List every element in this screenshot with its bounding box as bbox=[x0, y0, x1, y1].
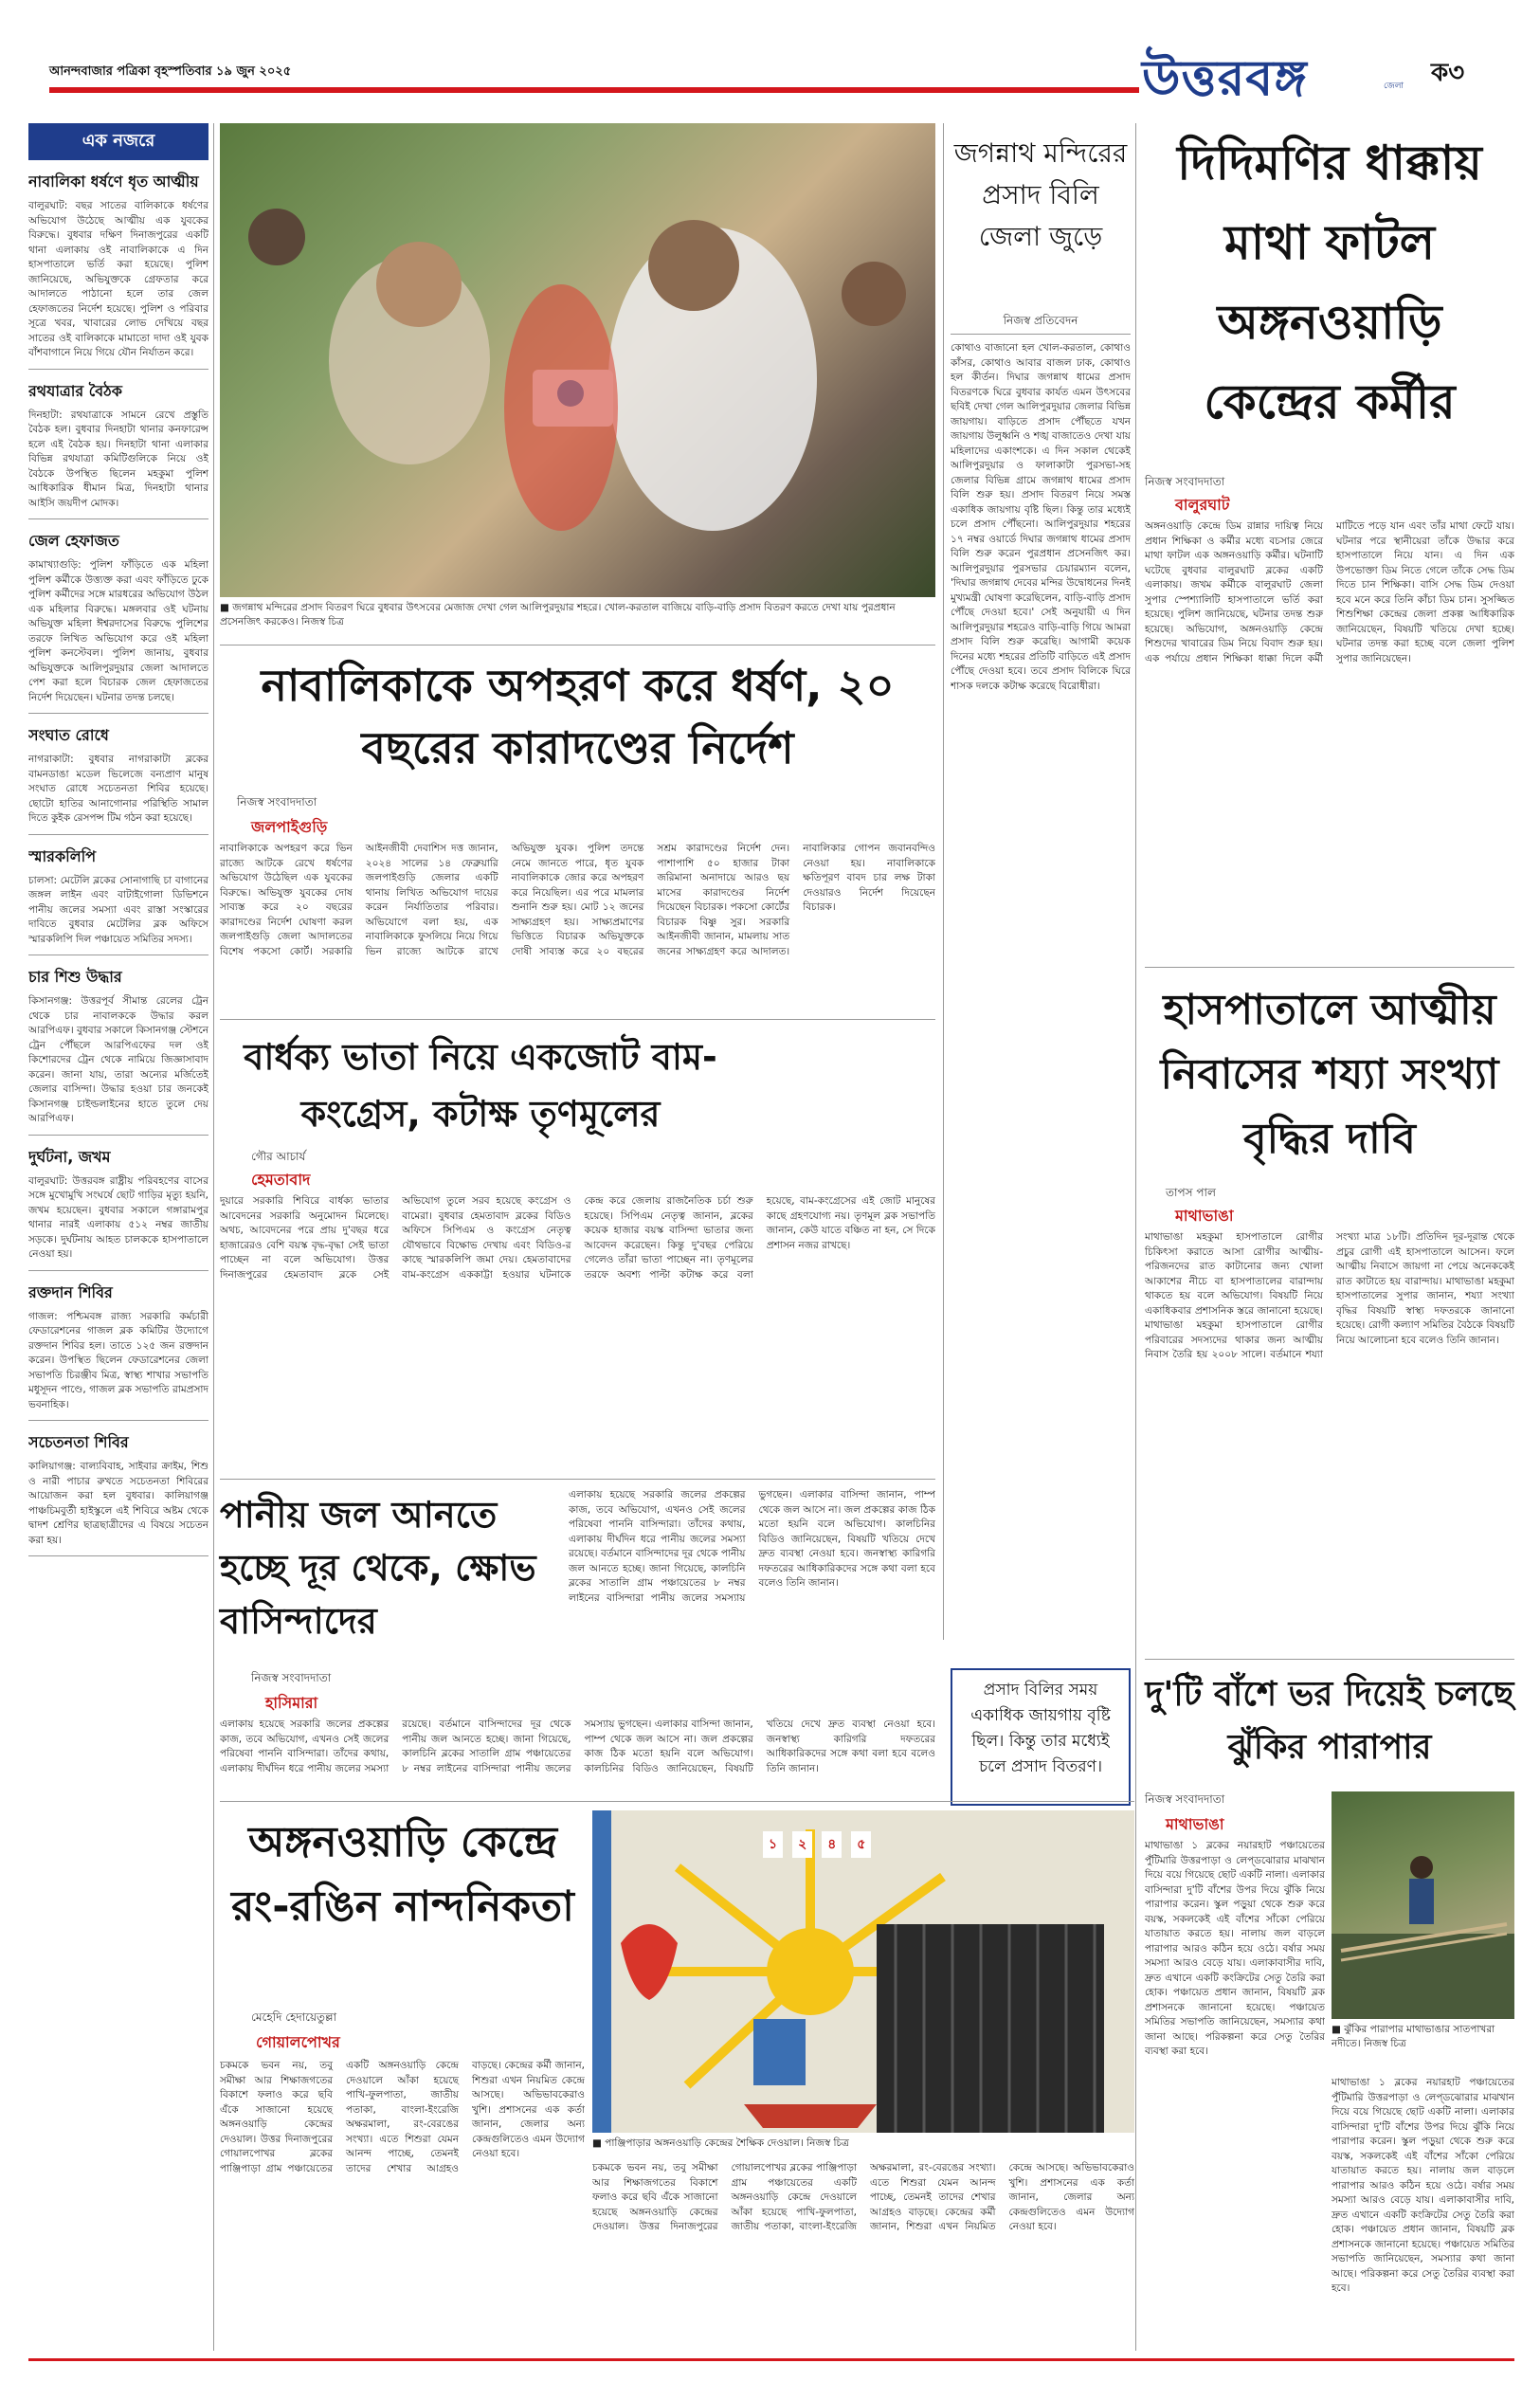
nabalika-body: নাবালিকাকে অপহরণ করে ভিন রাজ্যে আটকে রেখে ধর্ষণের অভিযোগ উঠেছিল এক যুবকের বিরুদ্ধে। অভিযুক্ত যুবকের দোষ সাব্যস্ত করে ২০ বছরের কারাদণ্ডের নির্দেশ ঘোষণা করল জলপাইগুড়ি জেলা আদালতের বিশেষ পকসো কোর্ট। সরকারি আইনজীবী দেবাশিস দত্ত জানান, ২০২৪ সালের ১৪ ফেব্রুয়ারি জলপাইগুড়ি জেলার একটি থানায় লিখিত অভিযোগ দায়ের করেন নির্যাতিতার পরিবার। অভিযোগে বলা হয়, এক নাবালিকাকে ফুসলিয়ে নিয়ে গিয়ে ভিন রাজ্যে আটকে রাখে অভিযুক্ত যুবক। পুলিশ তদন্তে নেমে জানতে পারে, ধৃত যুবক নাবালিকাকে জোর করে অপহরণ করে নিয়েছিল। এর পরে মামলার শুনানি শুরু হয়। মোট ১২ জনের সাক্ষ্যগ্রহণ হয়। সাক্ষ্যপ্রমাণের ভিত্তিতে বিচারক অভিযুক্তকে দোষী সাব্যস্ত করে ২০ বছরের সশ্রম কারাদণ্ডের নির্দেশ দেন। পাশাপাশি ৫০ হাজার টাকা জরিমানা অনাদায়ে আরও ছয় মাসের কারাদণ্ডের নির্দেশ দিয়েছেন বিচারক। পকসো কোর্টের বিচারক বিষ্ণু সুর। সরকারি আইনজীবী জানান, মামলায় সাত জনের সাক্ষ্যগ্রহণ করে আদালত। নাবালিকার গোপন জবানবন্দিও নেওয়া হয়। নাবালিকাকে ক্ষতিপূরণ বাবদ চার লক্ষ টাকা দেওয়ারও নির্দেশ দিয়েছেন বিচারক। bbox=[220, 843, 935, 957]
sidebar-item-headline: চার শিশু উদ্ধার bbox=[28, 968, 122, 986]
nabalika-place: জলপাইগুড়ি bbox=[251, 818, 328, 836]
dui-banshe-top-rule bbox=[1145, 1659, 1514, 1660]
bardhakya-byline: গৌর আচার্য bbox=[251, 1150, 306, 1163]
sidebar-item-headline: সংঘাত রোধে bbox=[28, 726, 109, 744]
hospital-place: মাথাভাঙা bbox=[1175, 1207, 1234, 1225]
paniya-body-right: এলাকায় হয়েছে সরকারি জলের প্রকল্পের কাজ, তবে অভিযোগ, এখনও সেই জলের পরিষেবা পাননি বাসিন্দারা। তাঁদের কথায়, এলাকায় দীর্ঘদিন ধরে পানীয় জলের সমস্যা রয়েছে। বর্তমানে বাসিন্দাদের দূর থেকে পানীয় জল আনতে হচ্ছে। জানা গিয়েছে, কালচিনি ব্লকের সাতালি গ্রাম পঞ্চায়েতের ৮ নম্বর লাইনের বাসিন্দারা পানীয় জলের সমস্যায় ভুগছেন। এলাকার বাসিন্দা জানান, পাম্প থেকে জল আসে না। জল প্রকল্পের কাজ ঠিক মতো হয়নি বলে অভিযোগ। কালচিনির বিডিও জানিয়েছেন, বিষয়টি খতিয়ে দেখে দ্রুত ব্যবস্থা নেওয়া হবে। জনস্বাস্থ্য কারিগরি দফতরের আধিকারিকদের সঙ্গে কথা বলা হবে বলেও তিনি জানান। bbox=[569, 1489, 935, 1604]
paniya-byline: নিজস্ব সংবাদদাতা bbox=[251, 1671, 332, 1684]
sidebar-item-text: বালুরঘাট: বছর সাতের বালিকাকে ধর্ষণের অভিযোগ উঠেছে আত্মীয় এক যুবকের বিরুদ্ধে। বুধবার দক্ষিণ দিনাজপুরের একটি থানা এলাকায় ওই নাবালিকাকে এ দিন হাসপাতালে ভর্তি করা হয়েছে। পুলিশ জানিয়েছে, অভিযুক্তকে গ্রেফতার করে আদালতে পাঠানো হলে তার জেল হেফাজতের নির্দেশ হয়েছে। পুলিশ ও পরিবার সূত্রে খবর, খাবারের লোভ দেখিয়ে বছর সাতের ওই বালিকাকে মামাতো দাদা ওই যুবক বাঁশবাগানে নিয়ে গিয়ে যৌন নির্যাতন করে। bbox=[28, 200, 208, 358]
sidebar-item-text: কালিয়াগঞ্জ: বাল্যবিবাহ, সাইবার ক্রাইম, শিশু ও নারী পাচার রুখতে সচেতনতা শিবিরের আয়োজন করা হল বুধবার। কালিয়াগঞ্জ পাঞ্চচিমবুর্তী হাইস্কুলে এই শিবিরে অষ্টম থেকে দ্বাদশ শ্রেণির ছাত্রছাত্রীদের এ বিষয়ে সচেতন করা হয়। bbox=[28, 1461, 208, 1546]
bardhakya-place: হেমতাবাদ bbox=[251, 1171, 311, 1189]
main-photo bbox=[220, 123, 935, 597]
angan-place: গোয়ালপোখর bbox=[256, 2033, 340, 2051]
wall-mural-illustration bbox=[592, 1810, 1134, 2133]
column-divider-1 bbox=[943, 123, 944, 1640]
sidebar-item bbox=[28, 1281, 208, 1422]
jagannath-headline: জগন্নাথ মন্দিরের প্রসাদ বিলি জেলা জুড়ে bbox=[953, 137, 1128, 252]
sidebar-item-headline: দুর্ঘটনা, জখম bbox=[28, 1147, 111, 1166]
angan-body: চকমকে ভবন নয়, তবু সমীক্ষা আর শিক্ষাজগতের বিকাশে ফলাও করে ছবি এঁকে সাজানো হয়েছে অঙ্গনওয়াড়ি কেন্দ্রের দেওয়াল। উত্তর দিনাজপুরের গোয়ালপোখর ব্লকের পাঞ্জিপাড়া গ্রাম পঞ্চায়েতের একটি অঙ্গনওয়াড়ি কেন্দ্রে দেওয়ালে আঁকা হয়েছে পাখি-ফুলপাতা, জাতীয় পতাকা, বাংলা-ইংরেজি অক্ষরমালা, রং-বেরঙের সংখ্যা। এতে শিশুরা যেমন আনন্দ পাচ্ছে, তেমনই তাদের শেখার আগ্রহও বাড়ছে। কেন্দ্রের কর্মী জানান, শিশুরা এখন নিয়মিত কেন্দ্রে আসছে। অভিভাবকেরাও খুশি। প্রশাসনের এক কর্তা জানান, জেলার অন্য কেন্দ্রগুলিতেও এমন উদ্যোগ নেওয়া হবে। bbox=[220, 2060, 585, 2174]
main-photo-caption: ■ জগন্নাথ মন্দিরের প্রসাদ বিতরণ ঘিরে বুধবার উৎসবের মেজাজ দেখা গেল আলিপুরদুয়ার শহরে। খোল-করতাল বাজিয়ে বাড়ি-বাড়ি প্রসাদ বিতরণ করতে দেখা যায় পুরপ্রধান প্রসেনজিৎ করকেও। নিজস্ব চিত্র bbox=[220, 602, 896, 627]
sidebar-item bbox=[28, 529, 208, 714]
dui-banshe-body-right: মাথাভাঙা ১ ব্লকের নয়ারহাট পঞ্চায়েতের পুঁটিমারি উত্তরপাড়া ও লেপ্ডঝোরার মাঝখান দিয়ে বয়ে গিয়েছে ছোট একটি নালা। এলাকার বাসিন্দারা দু'টি বাঁশের উপর দিয়ে ঝুঁকি নিয়ে পারাপার করেন। স্কুল পড়ুয়া থেকে শুরু করে বয়স্ক, সকলকেই এই বাঁশের সাঁকো পেরিয়ে যাতায়াত করতে হয়। নালায় জল বাড়লে পারাপার আরও কঠিন হয়ে ওঠে। বর্ষার সময় সমস্যা আরও বেড়ে যায়। এলাকাবাসীর দাবি, দ্রুত এখানে একটি কংক্রিটের সেতু তৈরি করা হোক। পঞ্চায়েত প্রধান জানান, বিষয়টি ব্লক প্রশাসনকে জানানো হয়েছে। পঞ্চায়েত সমিতির সভাপতি জানিয়েছেন, সমস্যার কথা জানা আছে। পরিকল্পনা করে সেতু তৈরির ব্যবস্থা করা হবে। bbox=[1332, 2077, 1514, 2294]
section-subtitle: জেলা bbox=[1384, 82, 1404, 91]
sidebar-item-rule bbox=[28, 1135, 208, 1136]
bardhakya-headline: বার্ধক্য ভাতা নিয়ে একজোট বাম-কংগ্রেস, কটাক্ষ তৃণমূলের bbox=[244, 1036, 717, 1135]
paniya-place: হাসিমারা bbox=[265, 1694, 318, 1712]
sidebar-item-headline: জেল হেফাজত bbox=[28, 532, 119, 550]
bottom-red-rule bbox=[28, 2358, 1514, 2361]
didimoni-byline: নিজস্ব সংবাদদাতা bbox=[1145, 475, 1225, 488]
sidebar-item-text: চালসা: মেটেলি ব্লকের সোনাগাছি চা বাগানের জঙ্গল লাইন এবং বাটাইগোলা ডিভিশনে পানীয় জলের সমস্যা এবং রাস্তা সংস্কারের দাবিতে বুধবার মেটেলির ব্লক অফিসে স্মারকলিপি দিল পঞ্চায়েত সমিতির সদস্য। bbox=[28, 874, 208, 945]
sidebar-item-rule bbox=[28, 834, 208, 835]
sidebar-item-rule bbox=[28, 1555, 208, 1556]
sidebar-item-rule bbox=[28, 518, 208, 519]
section-title: উত্তরবঙ্গ bbox=[1142, 50, 1308, 107]
nabalika-top-rule bbox=[220, 645, 935, 646]
bridge-photo-caption: ■ ঝুঁকির পারাপার মাথাভাঙার সাতপাখরা নদীতে। নিজস্ব চিত্র bbox=[1332, 2024, 1495, 2049]
sidebar-item-rule bbox=[28, 713, 208, 714]
sidebar-list bbox=[28, 170, 208, 1556]
nabalika-headline: নাবালিকাকে অপহরণ করে ধর্ষণ, ২০ বছরের কারাদণ্ডের নির্দেশ bbox=[261, 660, 895, 773]
sidebar-item-text: বালুরঘাট: উত্তরবঙ্গ রাষ্ট্রীয় পরিবহণের বাসের সঙ্গে মুখোমুখি সংঘর্ষে ছোট গাড়ির মৃত্যু হয়নি, জখম হয়েছেন। বুধবার সকালে গঙ্গারামপুর থানার নারই এলাকায় ৫১২ নম্বর জাতীয় সড়কে। দুর্ঘটনায় আহত চালককে হাসপাতালে নেওয়া হয়। bbox=[28, 1174, 208, 1260]
sidebar-item bbox=[28, 379, 208, 520]
mural-cards bbox=[763, 1831, 871, 1858]
jagannath-body: কোথাও বাজানো হল খোল-করতাল, কোথাও কাঁসর, কোথাও আবার বাজল ঢাক, কোথাও হল কীর্তন। দিঘার জগন্নাথ ধামের প্রসাদ বিতরণকে ঘিরে বুধবার কার্যত এমন উৎসবের ছবিই দেখা গেল আলিপুরদুয়ার জেলার বিভিন্ন জায়গায়। বাড়িতে প্রসাদ পৌঁছতে যখন জায়গায় উলুধ্বনি ও শঙ্খ বাজাতেও দেখা যায় মহিলাদের একাংশকে। এ দিন সকাল থেকেই আলিপুরদুয়ার ও ফালাকাটা পুরসভা-সহ জেলার বিভিন্ন গ্রামে জগন্নাথ ধামের প্রসাদ বিলি শুরু হয়। প্রসাদ বিতরণ নিয়ে সমস্ত একাধিক জায়গায় বৃষ্টি ছিল। কিন্তু তার মধ্যেই চলে প্রসাদ পৌঁছনো। আলিপুরদুয়ার শহরের ১৭ নম্বর ওয়ার্ডে দিঘার জগন্নাথ ধামের প্রসাদ বিলি শুরু করেন পুরপ্রধান প্রসেনজিৎ কর। আলিপুরদুয়ার পুরসভার চেয়ারম্যান বলেন, 'দিঘার জগন্নাথ দেবের মন্দির উদ্বোধনের দিনই মুখ্যমন্ত্রী ঘোষণা করেছিলেন, বাড়ি-বাড়ি প্রসাদ পৌঁছে দেওয়া হবে।' সেই অনুযায়ী এ দিন আলিপুরদুয়ার শহরেও বাড়ি-বাড়ি গিয়ে আমরা প্রসাদ বিলি শুরু করেছি। আগামী কয়েক দিনের মধ্যে শহরের প্রতিটি বাড়িতে এই প্রসাদ পৌঁছে দেওয়া হবে। তবে প্রসাদ বিলিকে ঘিরে শাসক দলকে কটাক্ষ করেছে বিরোধীরা। bbox=[951, 342, 1131, 692]
mural-card: ১ bbox=[763, 1831, 783, 1858]
bardhakya-top-rule bbox=[220, 1019, 935, 1020]
paniya-top-rule bbox=[220, 1479, 935, 1480]
sidebar-item-headline: সচেতনতা শিবির bbox=[28, 1433, 129, 1451]
mural-photo-caption: ■ পাঞ্জিপাড়ার অঙ্গনওয়াড়ি কেন্দ্রের শৈক্ষিক দেওয়াল। নিজস্ব চিত্র bbox=[592, 2137, 849, 2149]
jagannath-byline: নিজস্ব প্রতিবেদন bbox=[1003, 314, 1078, 327]
sidebar-divider bbox=[213, 123, 214, 2351]
sidebar-item-headline: রক্তদান শিবির bbox=[28, 1282, 113, 1301]
hospital-headline: হাসপাতালে আত্মীয় নিবাসের শয্যা সংখ্যা বৃদ্ধির দাবি bbox=[1160, 986, 1499, 1163]
didimoni-headline: দিদিমণির ধাক্কায় মাথা ফাটল অঙ্গনওয়াড়ি কেন্দ্রের কর্মীর bbox=[1177, 136, 1482, 429]
dui-banshe-body: মাথাভাঙা ১ ব্লকের নয়ারহাট পঞ্চায়েতের পুঁটিমারি উত্তরপাড়া ও লেপ্ডঝোরার মাঝখান দিয়ে বয়ে গিয়েছে ছোট একটি নালা। এলাকার বাসিন্দারা দু'টি বাঁশের উপর দিয়ে ঝুঁকি নিয়ে পারাপার করেন। স্কুল পড়ুয়া থেকে শুরু করে বয়স্ক, সকলকেই এই বাঁশের সাঁকো পেরিয়ে যাতায়াত করতে হয়। নালায় জল বাড়লে পারাপার আরও কঠিন হয়ে ওঠে। বর্ষার সময় সমস্যা আরও বেড়ে যায়। এলাকাবাসীর দাবি, দ্রুত এখানে একটি কংক্রিটের সেতু তৈরি করা হোক। পঞ্চায়েত প্রধান জানান, বিষয়টি ব্লক প্রশাসনকে জানানো হয়েছে। পঞ্চায়েত সমিতির সভাপতি জানিয়েছেন, সমস্যার কথা জানা আছে। পরিকল্পনা করে সেতু তৈরির ব্যবস্থা করা হবে। bbox=[1145, 1840, 1325, 2057]
sidebar bbox=[28, 123, 208, 2351]
column-divider-2 bbox=[1135, 123, 1136, 2351]
angan-headline: অঙ্গনওয়াড়ি কেন্দ্রে রং-রঙিন নান্দনিকতা bbox=[231, 1818, 574, 1931]
sidebar-item-text: কিসানগঞ্জ: উত্তরপূর্ব সীমান্ত রেলের ট্রেন থেকে চার নাবালককে উদ্ধার করল আরপিএফ। বুধবার সকালে কিসানগঞ্জ স্টেশনে ট্রেন পৌঁছলে আরপিএফের দল ওই কিশোরদের ট্রেন থেকে নামিয়ে জিজ্ঞাসাবাদ করেন। জানা যায়, তারা অন্যের মর্জিতেই জেলার বাসিন্দা। উদ্ধার হওয়া চার জনকেই কিসানগঞ্জ চাইল্ডলাইনের হাতে তুলে দেয় আরপিএফ। bbox=[28, 995, 208, 1124]
prasad-box bbox=[951, 1668, 1131, 1806]
bamboo-bridge-illustration bbox=[1332, 1791, 1514, 2019]
sidebar-item-text: নাগরাকাটা: বুধবার নাগরাকাটা ব্লকের বামনডাঙা মডেল ভিলেজে বন্যপ্রাণ মানুষ সংঘাত রোধে সচেতনতা শিবির হয়েছে। ছোটো হাতির আনাগোনার পরিস্থিতি সামাল দিতে কুইক রেসপন্স টিম গঠন করা হয়েছে। bbox=[28, 754, 208, 824]
angan-top-rule bbox=[220, 1801, 1134, 1802]
hospital-byline: তাপস পাল bbox=[1166, 1186, 1216, 1199]
sidebar-item bbox=[28, 170, 208, 370]
sidebar-item bbox=[28, 965, 208, 1136]
sidebar-item-text: গাজল: পশ্চিমবঙ্গ রাজ্য সরকারি কর্মচারী ফেডারেশনের গাজল ব্লক কমিটির উদ্যোগে রক্তদান শিবির হল। তাতে ১২৫ জন রক্তদান করেন। উপস্থিত ছিলেন ফেডারেশনের জেলা সভাপতি চিরঞ্জীব মিত্র, স্বাস্থ্য শাখার সভাপতি মধুসূদন পাণ্ডে, গাজল ব্লক সভাপতি রামপ্রসাদ ভবনাহিক। bbox=[28, 1310, 208, 1410]
sidebar-item-rule bbox=[28, 1420, 208, 1421]
sidebar-item-text: দিনহাটা: রথযাত্রাকে সামনে রেখে প্রস্তুতি বৈঠক হল। বুধবার দিনহাটা থানার কনফারেন্স হলে এই বৈঠক হয়। দিনহাটা থানা এলাকার বিভিন্ন রথযাত্রা কমিটিগুলিকে নিয়ে ওই বৈঠকে উপস্থিত ছিলেন মহকুমা পুলিশ আধিকারিক ধীমান মিত্র, দিনহাটা থানার আইসি জয়দীপ মোদক। bbox=[28, 409, 208, 509]
mural-card: ৪ bbox=[822, 1831, 842, 1858]
mural-card: ৫ bbox=[851, 1831, 871, 1858]
hospital-body: মাথাভাঙা মহকুমা হাসপাতালে রোগীর চিকিৎসা করাতে আসা রোগীর আত্মীয়-পরিজনদের রাত কাটানোর জন্য খোলা আকাশের নীচে বা হাসপাতালের বারান্দায় থাকতে হয় বলে অভিযোগ। বিষয়টি নিয়ে একাধিকবার প্রশাসনিক স্তরে জানানো হয়েছে। মাথাভাঙা মহকুমা হাসপাতালে রোগীর পরিবারের সদস্যদের থাকার জন্য আত্মীয় নিবাস তৈরি হয় ২০০৮ সালে। বর্তমানে শয্যা সংখ্যা মাত্র ১৮টি। প্রতিদিন দূর-দূরান্ত থেকে প্রচুর রোগী এই হাসপাতালে আসেন। ফলে আত্মীয় নিবাসে জায়গা না পেয়ে অনেককেই রাত কাটাতে হয় বারান্দায়। মাথাভাঙা মহকুমা হাসপাতালের সুপার জানান, শয্যা সংখ্যা বৃদ্ধির বিষয়টি স্বাস্থ্য দফতরকে জানানো হয়েছে। রোগী কল্যাণ সমিতির বৈঠকে বিষয়টি নিয়ে আলোচনা হবে বলেও তিনি জানান। bbox=[1145, 1231, 1514, 1360]
paniya-headline: পানীয় জল আনতে হচ্ছে দূর থেকে, ক্ষোভ বাসিন্দাদের bbox=[220, 1494, 536, 1642]
bridge-photo bbox=[1332, 1791, 1514, 2019]
jagannath-rule bbox=[951, 334, 1131, 335]
didimoni-body: অঙ্গনওয়াড়ি কেন্দ্রে ডিম রান্নার দায়িত্ব নিয়ে প্রধান শিক্ষিকা ও কর্মীর মধ্যে বচসার জেরে মাথা ফাটল এক অঙ্গনওয়াড়ি কর্মীর। ঘটনাটি ঘটেছে বুধবার বালুরঘাট ব্লকের একটি এলাকায়। জখম কর্মীকে বালুরঘাট জেলা সুপার স্পেশ্যালিটি হাসপাতালে ভর্তি করা হয়েছে। পুলিশ জানিয়েছে, ঘটনার তদন্ত শুরু হয়েছে। অভিযোগ, অঙ্গনওয়াড়ি কেন্দ্রে শিশুদের খাবারের ডিম নিয়ে বিবাদ শুরু হয়। এক পর্যায়ে প্রধান শিক্ষিকা ধাক্কা দিলে কর্মী মাটিতে পড়ে যান এবং তাঁর মাথা ফেটে যায়। ঘটনার পরে স্থানীয়েরা তাঁকে উদ্ধার করে হাসপাতালে নিয়ে যান। এ দিন এক উপভোক্তা ডিম নিতে গেলে তাঁকে সেদ্ধ ডিম দিতে চান শিক্ষিকা। বাসি সেদ্ধ ডিম দেওয়া হবে মনে করে তিনি কাঁচা ডিম চান। সুসজ্জিত শিশুশিক্ষা কেন্দ্রের জেলা প্রকল্প আধিকারিক জানিয়েছেন, বিষয়টি খতিয়ে দেখা হচ্ছে। ঘটনার তদন্ত করা হচ্ছে বলে জেলা পুলিশ সুপার জানিয়েছেন। bbox=[1145, 520, 1514, 664]
sidebar-item bbox=[28, 723, 208, 835]
sidebar-item bbox=[28, 845, 208, 956]
masthead-date: আনন্দবাজার পত্রিকা বৃহস্পতিবার ১৯ জুন ২০২৫ bbox=[49, 64, 292, 79]
nabalika-byline: নিজস্ব সংবাদদাতা bbox=[237, 795, 317, 809]
dui-banshe-place: মাথাভাঙা bbox=[1166, 1815, 1224, 1833]
sidebar-item bbox=[28, 1430, 208, 1556]
sidebar-item-headline: নাবালিকা ধর্ষণে ধৃত আত্মীয় bbox=[28, 173, 199, 191]
people-illustration bbox=[220, 123, 935, 597]
sidebar-item-rule bbox=[28, 1270, 208, 1271]
hospital-top-rule bbox=[1145, 967, 1514, 968]
angan-body-right: চকমকে ভবন নয়, তবু সমীক্ষা আর শিক্ষাজগতের বিকাশে ফলাও করে ছবি এঁকে সাজানো হয়েছে অঙ্গনওয়াড়ি কেন্দ্রের দেওয়াল। উত্তর দিনাজপুরের গোয়ালপোখর ব্লকের পাঞ্জিপাড়া গ্রাম পঞ্চায়েতের একটি অঙ্গনওয়াড়ি কেন্দ্রে দেওয়ালে আঁকা হয়েছে পাখি-ফুলপাতা, জাতীয় পতাকা, বাংলা-ইংরেজি অক্ষরমালা, রং-বেরঙের সংখ্যা। এতে শিশুরা যেমন আনন্দ পাচ্ছে, তেমনই তাদের শেখার আগ্রহও বাড়ছে। কেন্দ্রের কর্মী জানান, শিশুরা এখন নিয়মিত কেন্দ্রে আসছে। অভিভাবকেরাও খুশি। প্রশাসনের এক কর্তা জানান, জেলার অন্য কেন্দ্রগুলিতেও এমন উদ্যোগ নেওয়া হবে। bbox=[592, 2162, 1134, 2232]
page-number: ক৩ bbox=[1431, 59, 1465, 87]
mural-card: ২ bbox=[792, 1831, 812, 1858]
mural-photo bbox=[592, 1810, 1134, 2133]
dui-banshe-byline: নিজস্ব সংবাদদাতা bbox=[1145, 1792, 1225, 1806]
prasad-box-text: প্রসাদ বিলির সময় একাধিক জায়গায় বৃষ্টি ছিল। কিন্তু তার মধ্যেই চলে প্রসাদ বিতরণ। bbox=[970, 1681, 1111, 1776]
bardhakya-body: দুয়ারে সরকারি শিবিরে বার্ধক্য ভাতার আবেদনের সরকারি অনুমোদন মিলেছে। অথচ, আবেদনের পরে প্রায় দু'বছর ধরে হাজারেরও বেশি বয়স্ক বৃদ্ধ-বৃদ্ধা সেই ভাতা পাচ্ছেন না বলে অভিযোগ। উত্তর দিনাজপুরের হেমতাবাদ ব্লকে সেই অভিযোগ তুলে সরব হয়েছে কংগ্রেস ও বামেরা। বুধবার হেমতাবাদ ব্লকের বিডিও অফিসে সিপিএম ও কংগ্রেস নেতৃত্ব যৌথভাবে বিক্ষোভ দেখায় এবং বিডিও-র কাছে স্মারকলিপি জমা দেয়। হেমতাবাদের বাম-কংগ্রেস এককাট্টা হওয়ার ঘটনাকে কেন্দ্র করে জেলায় রাজনৈতিক চর্চা শুরু হয়েছে। সিপিএম নেতৃত্ব জানান, ব্লকের কয়েক হাজার বয়স্ক বাসিন্দা ভাতার জন্য আবেদন করেছেন। কিন্তু দু'বছর পেরিয়ে গেলেও তাঁরা ভাতা পাচ্ছেন না। তৃণমূলের তরফে অবশ্য পাল্টা কটাক্ষ করে বলা হয়েছে, বাম-কংগ্রেসের এই জোট মানুষের কাছে গ্রহণযোগ্য নয়। তৃণমূল ব্লক সভাপতি জানান, কেউ যাতে বঞ্চিত না হন, সে দিকে প্রশাসন নজর রাখছে। bbox=[220, 1195, 935, 1281]
didimoni-place: বালুরঘাট bbox=[1175, 496, 1230, 514]
sidebar-item-rule bbox=[28, 369, 208, 370]
sidebar-item bbox=[28, 1145, 208, 1271]
sidebar-item-headline: রথযাত্রার বৈঠক bbox=[28, 381, 122, 400]
sidebar-item-text: কামাখ্যাগুড়ি: পুলিশ ফাঁড়িতে এক মহিলা পুলিশ কর্মীকে উত্ত্যক্ত করা এবং ফাঁড়িতে ঢুকে পুলিশ কর্মীদের সঙ্গে মারধরের অভিযোগ উঠল এক মহিলার বিরুদ্ধে। মঙ্গলবার ওই ঘটনায় অভিযুক্ত মহিলা ঈশ্বরদাসের বিরুদ্ধে পুলিশের তরফে লিখিত অভিযোগ করে ওই মহিলা পুলিশ কনস্টেবল। পুলিশ জানায়, বুধবার অভিযুক্তকে আলিপুরদুয়ার জেলা আদালতে পেশ করা হলে বিচারক জেল হেফাজতের নির্দেশ দিয়েছেন। ঘটনার তদন্ত চলছে। bbox=[28, 559, 208, 703]
sidebar-item-headline: স্মারকলিপি bbox=[28, 846, 97, 865]
paniya-body: এলাকায় হয়েছে সরকারি জলের প্রকল্পের কাজ, তবে অভিযোগ, এখনও সেই জলের পরিষেবা পাননি বাসিন্দারা। তাঁদের কথায়, এলাকায় দীর্ঘদিন ধরে পানীয় জলের সমস্যা রয়েছে। বর্তমানে বাসিন্দাদের দূর থেকে পানীয় জল আনতে হচ্ছে। জানা গিয়েছে, কালচিনি ব্লকের সাতালি গ্রাম পঞ্চায়েতের ৮ নম্বর লাইনের বাসিন্দারা পানীয় জলের সমস্যায় ভুগছেন। এলাকার বাসিন্দা জানান, পাম্প থেকে জল আসে না। জল প্রকল্পের কাজ ঠিক মতো হয়নি বলে অভিযোগ। কালচিনির বিডিও জানিয়েছেন, বিষয়টি খতিয়ে দেখে দ্রুত ব্যবস্থা নেওয়া হবে। জনস্বাস্থ্য কারিগরি দফতরের আধিকারিকদের সঙ্গে কথা বলা হবে বলেও তিনি জানান। bbox=[220, 1718, 935, 1774]
angan-byline: মেহেদি হেদায়েতুল্লা bbox=[251, 2010, 337, 2024]
sidebar-title: এক নজরে bbox=[28, 123, 208, 160]
dui-banshe-headline: দু'টি বাঁশে ভর দিয়েই চলছে ঝুঁকির পারাপার bbox=[1145, 1675, 1514, 1767]
masthead-red-rule bbox=[49, 87, 1139, 93]
